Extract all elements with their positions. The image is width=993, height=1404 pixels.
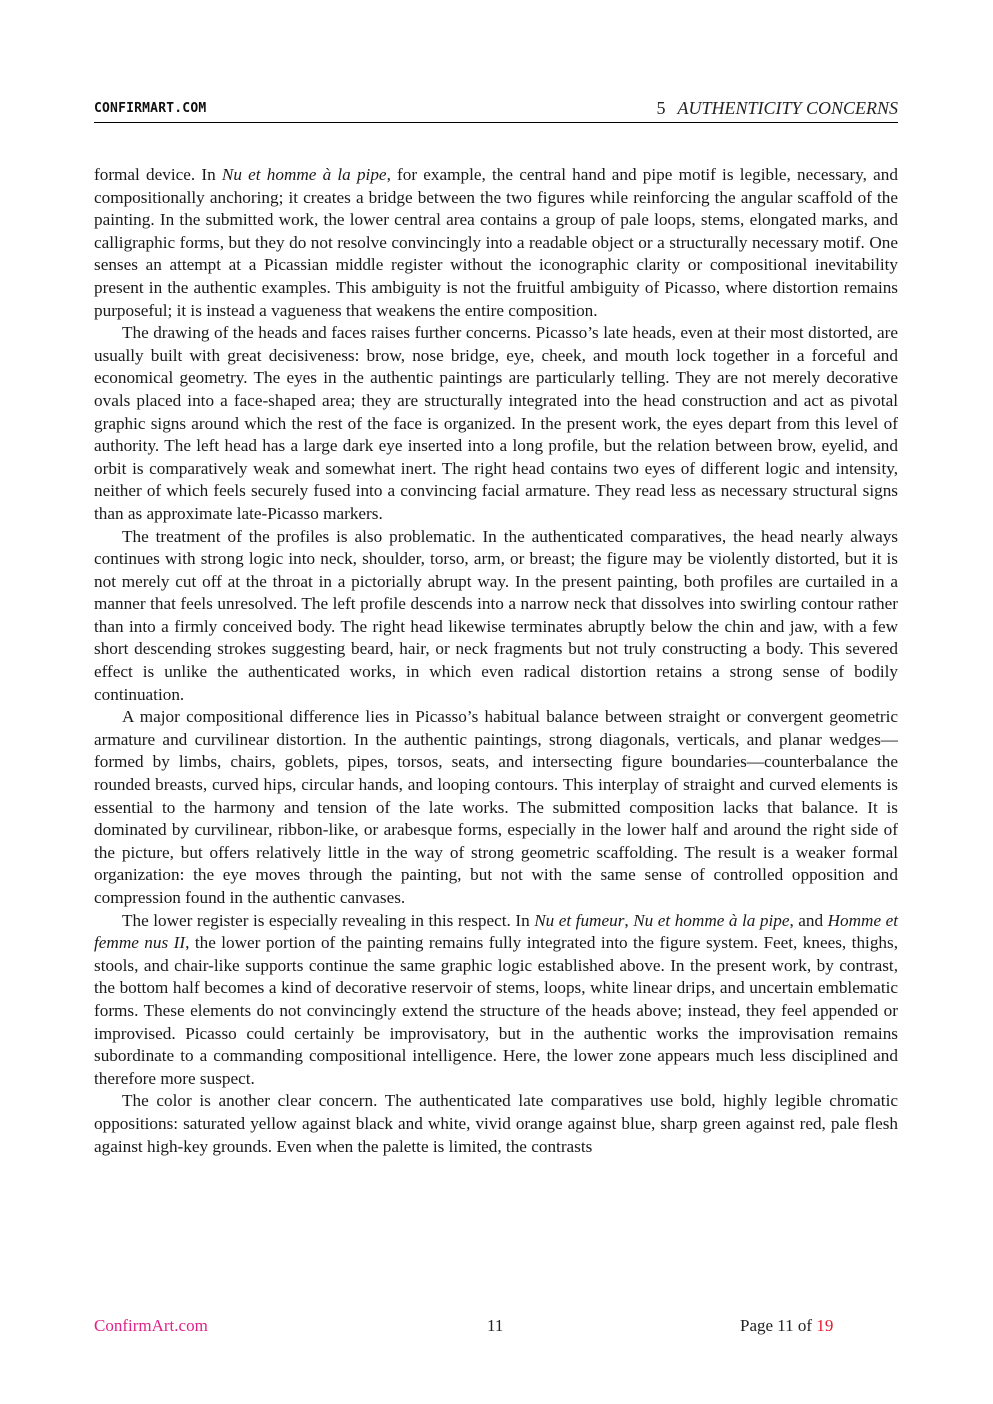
page-of-prefix: Page 11 of [740,1316,817,1335]
footer-site-link[interactable]: ConfirmArt.com [94,1316,208,1335]
text-run: The lower register is especially revealing in this respect. In [122,910,535,930]
section-number: 5 [656,98,666,118]
section-title: AUTHENTICITY CONCERNS [677,98,898,118]
paragraph [94,706,898,909]
text-run: A major compositional difference lies in Picasso’s habitual balance between straight or convergent geometric armature and curvilinear distortion. In the authentic paintings, strong diagonals, verticals, and planar wedges—formed by limbs, chairs, goblets, pipes, torsos, seats, and intersecting figure boundaries—counterbalance the rounded breasts, curved hips, circular hands, and looping contours. This interplay of straight and curved elements is essential to the harmony and tension of the late works. The submitted composition lacks that balance. It is dominated by curvilinear, ribbon-like, or arabesque forms, especially in the lower half and around the right side of the picture, but offers relatively little in the way of strong geometric scaffolding. The result is a weaker formal organization: the eye moves through the painting, but not with the same sense of controlled opposition and compression found in the authentic canvases. [94,707,898,907]
confirmart-logo: CONFIRMART.COM [94,101,207,116]
paragraph [94,910,898,1091]
artwork-title: Nu et homme à la pipe [633,910,790,930]
page-footer [94,1316,898,1340]
artwork-title: Nu et fumeur [534,910,625,930]
footer-page-number: 11 [487,1316,504,1335]
paragraph [94,1090,898,1158]
text-run: , and [789,910,828,930]
page-total-link[interactable]: 19 [816,1316,834,1335]
text-run: , the lower portion of the painting remains fully integrated into the figure system. Feet, knees, thighs, stools, and chair-like supports continue the same graphic logic established above. In the present work, by contrast, the bottom half becomes a kind of decorative reservoir of stems, loops, white linear drips, and uncertain emblematic forms. These elements do not convincingly extend the structure of the heads above; instead, they feel appended or improvised. Picasso could certainly be improvisatory, but in the authentic works the improvisation remains subordinate to a commanding compositional intelligence. Here, the lower zone appears much less disciplined and therefore more suspect. [94,933,898,1088]
section-heading [656,98,898,119]
text-run: The treatment of the profiles is also problematic. In the authenticated comparatives, the head nearly always continues with strong logic into neck, shoulder, torso, arm, or breast; the figure may be violently distorted, but it is not merely cut off at the throat in a pictorially abrupt way. In the present painting, both profiles are curtailed in a manner that feels unresolved. The left profile descends into a narrow neck that dissolves into swirling contour rather than into a firmly conceived body. The right head likewise terminates abruptly below the chin and jaw, with a few short descending strokes suggesting beard, hair, or neck fragments but not truly constructing a body. This severed effect is unlike the authenticated works, in which even radical distortion retains a strong sense of bodily continuation. [94,526,898,704]
footer-page-of [740,1316,833,1336]
page-header [94,98,898,123]
text-run: formal device. In [94,165,222,184]
paragraph [94,322,898,525]
paragraph [94,164,898,322]
text-run: The color is another clear concern. The authenticated late comparatives use bold, highly legible chromatic oppositions: saturated yellow against black and white, vivid orange against blue, sharp green against red, pale flesh against high-key grounds. Even when the palette is limited, the contrasts [94,1091,898,1156]
text-run: The drawing of the heads and faces raises further concerns. Picasso’s late heads, even at their most distorted, are usually built with great decisiveness: brow, nose bridge, eye, cheek, and mouth lock together in a forceful and economical geometry. The eyes in the authentic paintings are particularly telling. They are not merely decorative ovals placed into a face-shaped area; they are structurally integrated into the head construction and act as pivotal graphic signs around which the rest of the face is organized. In the present work, the eyes depart from this level of authority. The left head has a large dark eye inserted into a long profile, but the relation between brow, eyelid, and orbit is comparatively weak and somewhat inert. The right head contains two eyes of different logic and intensity, neither of which feels securely fused into a convincing facial armature. They read less as necessary structural signs than as approximate late-Picasso markers. [94,323,898,523]
paragraph [94,526,898,707]
artwork-title: Homme et femme nus II [94,910,899,953]
body-text [94,164,898,1158]
text-run: , [624,910,634,930]
artwork-title: Nu et homme à la pipe [221,165,387,184]
text-run: , for example, the central hand and pipe motif is legible, necessary, and compositionally anchoring; it creates a bridge between the two figures while reinforcing the angular scaffold of the painting. In the submitted work, the lower central area contains a group of pale loops, stems, elongated marks, and calligraphic forms, but they do not resolve convincingly into a readable object or a structurally necessary motif. One senses an attempt at a Picassian middle register without the iconographic clarity or compositional inevitability present in the authentic examples. This ambiguity is not the fruitful ambiguity of Picasso, where distortion remains purposeful; it is instead a vagueness that weakens the entire composition. [94,165,898,320]
